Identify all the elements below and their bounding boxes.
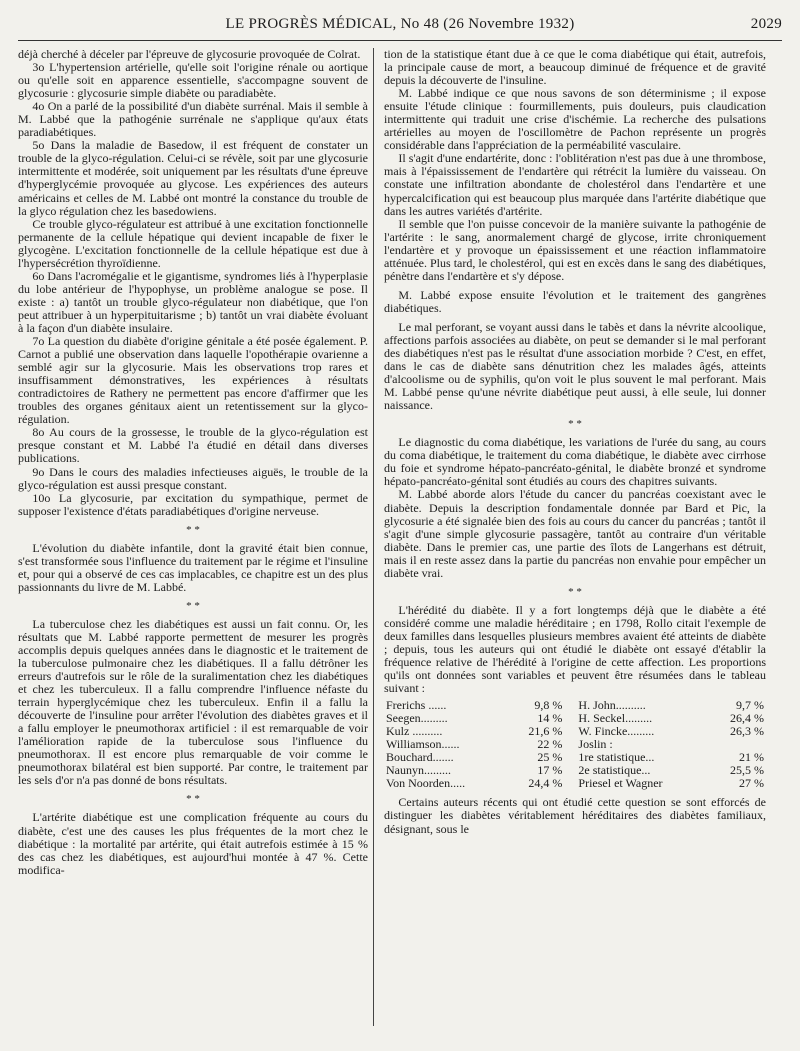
- value-cell: 9,7 %: [736, 698, 764, 713]
- value-cell: 25 %: [537, 750, 563, 765]
- paragraph: L'évolution du diabète infantile, dont la gravité était bien connue, s'est transformée sous l'influence du traitement par le régime et l'insuline et, pour qui a observé de ces cas implacables, ce chapitre est un des plus passionnants du livre de M. Labbé.: [18, 540, 368, 594]
- heredity-table: [384, 699, 766, 790]
- paragraph: Il semble que l'on puisse concevoir de la manière suivante la pathogénie de l'artérite : le sang, anormalement chargé de glycose, irrite chroniquement l'endartère et y provoque un épaississement et une réaction inflammatoire atténuée. Plus tard, le cholestérol, qui est en excès dans le sang des diabétiques, pénètre dans l'endartère et s'y dépose.: [384, 216, 766, 283]
- author-cell: H. Seckel.........: [578, 711, 653, 726]
- value-cell: 21 %: [739, 750, 764, 765]
- section-separator: * *: [568, 418, 582, 431]
- value-cell: 17 %: [537, 763, 563, 778]
- section-separator: * *: [186, 523, 200, 536]
- right-column: [384, 48, 766, 836]
- section-separator: * *: [568, 585, 582, 598]
- page-number: 2029: [750, 16, 782, 32]
- author-cell: W. Fincke.........: [578, 724, 655, 739]
- left-column: [18, 48, 368, 877]
- value-cell: 21,6 %: [528, 724, 563, 739]
- author-cell: H. John..........: [578, 698, 646, 713]
- paragraph: 9o Dans le cours des maladies infectieuses aiguës, le trouble de la glyco-régulation est aussi presque constant.: [18, 464, 368, 492]
- paragraph: Certains auteurs récents qui ont étudié cette question se sont efforcés de distinguer les diabètes véritablement héréditaires des diabètes familiaux, désignant, sous le: [384, 795, 766, 836]
- section-separator: * *: [186, 793, 200, 806]
- author-cell: Williamson......: [386, 737, 460, 752]
- paragraph: Ce trouble glyco-régulateur est attribué à une excitation fonctionnelle permanente de la cellule hépatique qui devient incapable de fixer le glycogène. L'excitation fonctionnelle de la cellule hépatique est due à l'hypersécrétion thyroïdienne.: [18, 216, 368, 270]
- author-cell: Bouchard.......: [386, 750, 454, 765]
- paragraph: 8o Au cours de la grossesse, le trouble de la glyco-régulation est presque constant et M. Labbé l'a étudié en détail dans diverses publications.: [18, 425, 368, 466]
- paragraph: La tuberculose chez les diabétiques est aussi un fait connu. Or, les résultats que M. Labbé rapporte permettent de mesurer les progrès accomplis depuis quelques années dans le diagnostic et le traitement de la tuberculose pulmonaire chez les diabétiques. Il a fallu détrôner les erreurs d'autrefois sur le rôle de la suralimentation chez les diabétiques et chez les tuberculeux. Il a fallu comprendre l'influence néfaste du terrain hyperglycémique chez les tuberculeux. Enfin il a fallu la découverte de l'insuline pour arrêter l'évolution des diabètes graves et il a fallu employer le pneumothorax artificiel : il est remarquable de voir l'amélioration rapide de la tuberculose sous l'influence du pneumothorax. Il est encore plus remarquable de voir comme le pneumothorax bilatéral est bien supporté. Par contre, le traitement par les sels d'or n'a pas donné de bons résultats.: [18, 616, 368, 788]
- value-cell: 22 %: [537, 737, 563, 752]
- value-cell: 27 %: [739, 776, 764, 791]
- author-cell: Naunyn.........: [386, 763, 451, 778]
- paragraph: 3o L'hypertension artérielle, qu'elle soit l'origine rénale ou aortique ou qu'elle soit en apparence essentielle, s'accompagne souvent de glycosurie : glycosurie simple diabète ou paradiabète.: [18, 60, 368, 101]
- paragraph: tion de la statistique étant due à ce que le coma diabétique qui était, autrefois, la principale cause de mort, a beaucoup diminué de fréquence et de gravité depuis la découverte de l'insuline.: [384, 47, 766, 88]
- paragraph: L'artérite diabétique est une complication fréquente au cours du diabète, c'est une des causes les plus fréquentes de la mort chez le diabétique : la mortalité par artérite, qui était autrefois estimée à 15 % des cas chez les diabétiques, est aujourd'hui montée à 47 %. Cette modifica-: [18, 810, 368, 877]
- author-cell: Priesel et Wagner: [578, 776, 663, 791]
- value-cell: 25,5 %: [730, 763, 764, 778]
- value-cell: 24,4 %: [528, 776, 563, 791]
- table-row: [384, 777, 766, 790]
- author-cell: Kulz ..........: [386, 724, 443, 739]
- author-cell: Frerichs ......: [386, 698, 447, 713]
- page-header: [18, 12, 782, 38]
- column-divider: [373, 48, 374, 1026]
- author-cell: 1re statistique...: [578, 750, 655, 765]
- value-cell: 9,8 %: [534, 698, 563, 713]
- author-cell: Von Noorden.....: [386, 776, 466, 791]
- value-cell: 14 %: [537, 711, 563, 726]
- paragraph: M. Labbé indique ce que nous savons de son déterminisme ; il expose ensuite l'étude clinique : fourmillements, puis douleurs, puis claudication intermittente qui traduit une crise d'ischémie. La recherche des pulsations artérielles au moyen de l'oscillomètre de Pachon représente un progrès considérable dans l'appréciation de la perméabilité vasculaire.: [384, 86, 766, 153]
- value-cell: 26,3 %: [730, 724, 764, 739]
- paragraph: M. Labbé expose ensuite l'évolution et le traitement des gangrènes diabétiques.: [384, 287, 766, 315]
- paragraph: 10o La glycosurie, par excitation du sympathique, permet de supposer l'existence d'états paradiabétiques d'origine nerveuse.: [18, 490, 368, 518]
- paragraph: Le diagnostic du coma diabétique, les variations de l'urée du sang, au cours du coma diabétique, le traitement du coma diabétique, le diabète avec cirrhose du foie et syndrome hépato-pancréato-génital, le diabète bronzé et syndrome hépato-pancréato-génital sont étudiés au cours des chapitres suivants.: [384, 435, 766, 489]
- paragraph: 7o La question du diabète d'origine génitale a été posée également. P. Carnot a publié une observation dans laquelle l'opothérapie ovarienne a semblé agir sur la glycosurie. Mais les observations trop rares et insuffisamment démonstratives, les expériences à résultats contradictoires de Rathery ne permettent pas encore d'affirmer que les troubles des organes génitaux aient un retentissement sur la glyco-régulation.: [18, 334, 368, 427]
- section-separator: * *: [186, 599, 200, 612]
- author-cell: Joslin :: [578, 737, 613, 752]
- paragraph: M. Labbé aborde alors l'étude du cancer du pancréas coexistant avec le diabète. Depuis la description fondamentale donnée par Bard et Pic, la glycosurie a été signalée bien des fois au cours du cancer du pancréas ; tantôt il s'agit d'une simple glycosurie passagère, tantôt au contraire d'un véritable diabète. Dans le premier cas, une partie des îlots de Langerhans est détruit, mais il en reste assez dans la partie du pancréas non envahie pour empêcher un diabète vrai.: [384, 487, 766, 580]
- paragraph: 4o On a parlé de la possibilité d'un diabète surrénal. Mais il semble à M. Labbé que la pathogénie surrénale ne s'applique qu'aux états paradiabétiques.: [18, 99, 368, 140]
- header-rule: [18, 40, 782, 41]
- paragraph: Il s'agit d'une endartérite, donc : l'oblitération n'est pas due à une thrombose, mais à l'épaississement de l'endartère qui rétrécit la lumière du vaisseau. On constate une infiltration abondante de cholestérol dans l'endartère et une hypercalcification qui est beaucoup plus marquée dans l'artérite diabétique que dans les autres variétés d'artérite.: [384, 151, 766, 218]
- paragraph: 6o Dans l'acromégalie et le gigantisme, syndromes liés à l'hyperplasie du lobe antérieur de l'hypophyse, un problème analogue se pose. Il existe : a) tantôt un trouble glyco-régulateur non diabétique, que l'on peut attribuer à un hyperpituitarisme ; b) tantôt un vrai diabète évoluant à la façon d'un diabète insulaire.: [18, 268, 368, 335]
- paragraph: 5o Dans la maladie de Basedow, il est fréquent de constater un trouble de la glyco-régulation. Celui-ci se révèle, soit par une glycosurie intermittente et modérée, soit uniquement par les résultats d'une épreuve d'hyperglycémie provoquée au glycose. Les expériences des auteurs américains et celles de M. Labbé ont montré la constance du trouble de la glyco régulation chez les basedowiens.: [18, 138, 368, 218]
- journal-title: LE PROGRÈS MÉDICAL, No 48 (26 Novembre 1932): [225, 16, 575, 32]
- paragraph: L'hérédité du diabète. Il y a fort longtemps déjà que le diabète a été considéré comme une maladie héréditaire ; en 1798, Rollo citait l'exemple de deux familles dans lesquelles plusieurs membres avaient été atteints de diabète ; depuis, tous les auteurs qui ont étudié le diabète ont essayé d'établir la fréquence relative de l'hérédité à l'origine de cette affection. Les proportions qu'ils ont données sont variables et peuvent être résumées dans le tableau suivant :: [384, 602, 766, 696]
- author-cell: 2e statistique...: [578, 763, 651, 778]
- author-cell: Seegen.........: [386, 711, 448, 726]
- value-cell: 26,4 %: [730, 711, 764, 726]
- paragraph: Le mal perforant, se voyant aussi dans le tabès et dans la névrite alcoolique, affections parfois associées au diabète, on peut se demander si le mal perforant des diabétiques n'est pas le résultat d'une association morbide ? C'est, en effet, dans le cas de diabète sans dénutrition chez les malades âgés, atteints d'alcoolisme ou de syphilis, qu'on voit le plus souvent le mal perforant. Mais M. Labbé pense qu'une névrite diabétique peut aussi, à elle seule, lui donner naissance.: [384, 319, 766, 413]
- paragraph: déjà cherché à déceler par l'épreuve de glycosurie provoquée de Colrat.: [18, 47, 361, 61]
